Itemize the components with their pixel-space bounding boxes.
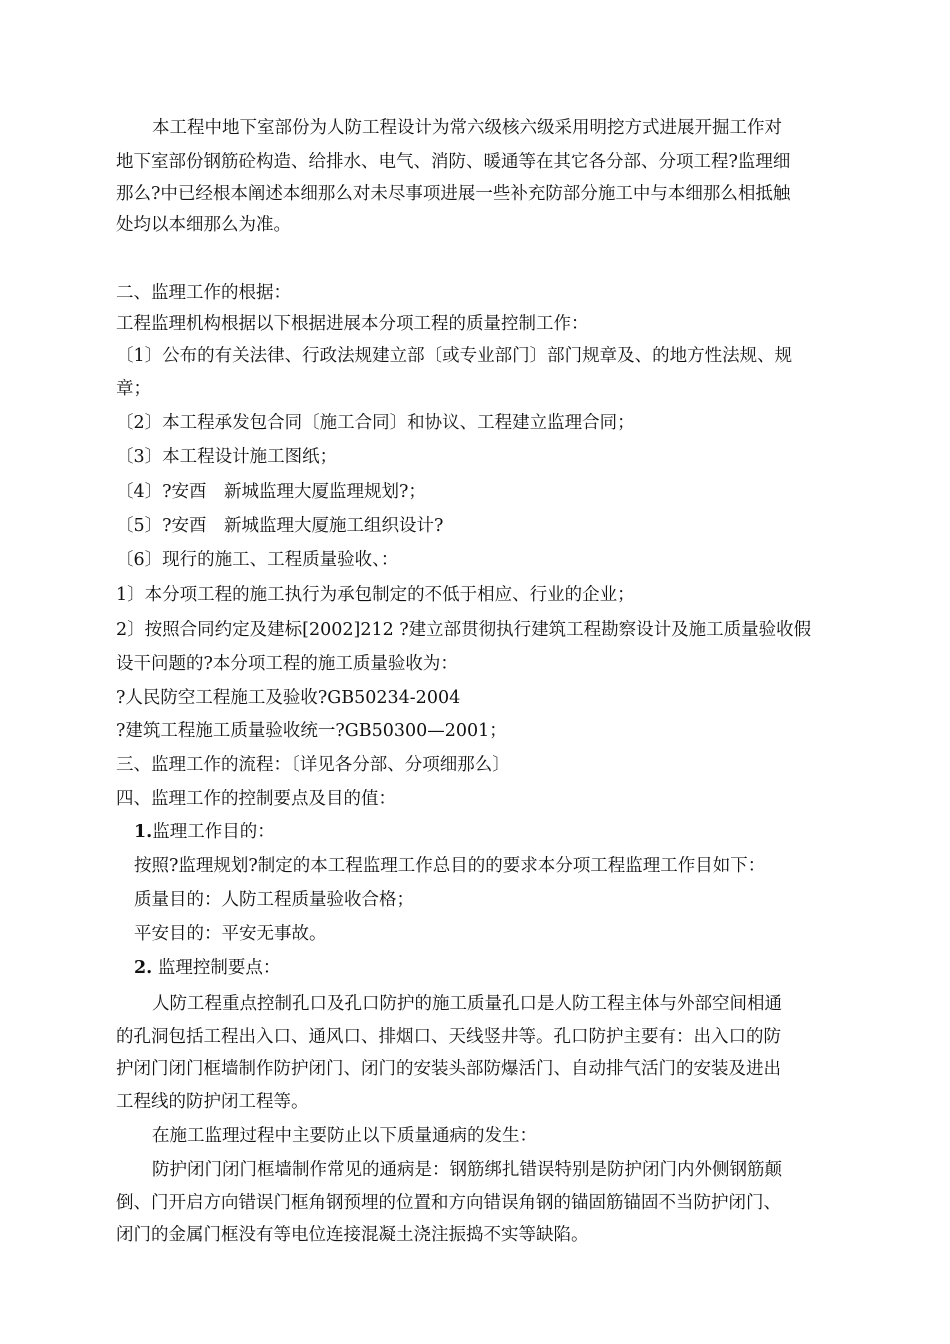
subsection-4-1-title: 监理工作目的：	[152, 822, 275, 842]
control-paragraph-line-3: 护闭门闭门框墙制作防护闭门、闭门的安装头部防爆活门、自动排气活门的安装及进出	[116, 1059, 781, 1079]
control-paragraph-line-1: 人防工程重点控制孔口及孔口防护的施工质量孔口是人防工程主体与外部空间相通	[152, 994, 782, 1014]
section-3-heading: 三、监理工作的流程：〔详见各分部、分项细那么〕	[116, 755, 510, 775]
basis-item-1-line-1: 〔1〕公布的有关法律、行政法规建立部〔或专业部门〕部门规章及、的地方性法规、规	[116, 346, 793, 366]
basis-item-1-line-2: 章；	[116, 379, 151, 399]
defects-paragraph-line-1: 防护闭门闭门框墙制作常见的通病是：钢筋绑扎错误特别是防护闭门内外侧钢筋颠	[152, 1160, 782, 1180]
defects-intro: 在施工监理过程中主要防止以下质量通病的发生：	[152, 1126, 537, 1146]
safety-objective: 平安目的：平安无事故。	[134, 924, 327, 944]
objective-intro: 按照?监理规划?制定的本工程监理工作总目的的要求本分项工程监理工作目如下：	[134, 856, 766, 876]
basis-item-2: 〔2〕本工程承发包合同〔施工合同〕和协议、工程建立监理合同；	[116, 413, 635, 433]
subsection-4-1-number: 1.	[134, 822, 153, 842]
subsection-4-1-heading	[134, 820, 275, 844]
basis-item-4: 〔4〕?安酉 新城监理大厦监理规划?；	[116, 482, 426, 502]
basis-sub-item-2-line-1: 2〕按照合同约定及建标[2002]212 ?建立部贯彻执行建筑工程勘察设计及施工质量验收假	[116, 620, 812, 640]
basis-sub-item-2-line-2: 设干问题的?本分项工程的施工质量验收为：	[116, 654, 458, 674]
standard-gb50234: ?人民防空工程施工及验收?GB50234-2004	[116, 688, 461, 708]
quality-objective: 质量目的：人防工程质量验收合格；	[134, 890, 414, 910]
defects-paragraph-line-3: 闭门的金属门框没有等电位连接混凝土浇注振捣不实等缺陷。	[116, 1225, 589, 1245]
section-4-heading: 四、监理工作的控制要点及目的值：	[116, 789, 396, 809]
basis-item-3: 〔3〕本工程设计施工图纸；	[116, 447, 338, 467]
defects-paragraph-line-2: 倒、门开启方向错误门框角钢预埋的位置和方向错误角钢的锚固筋锚固不当防护闭门、	[116, 1193, 781, 1213]
basis-sub-item-1: 1〕本分项工程的施工执行为承包制定的不低于相应、行业的企业；	[116, 585, 635, 605]
basis-item-6: 〔6〕现行的施工、工程质量验收、：	[116, 550, 399, 570]
intro-paragraph-line-4: 处均以本细那么为准。	[116, 215, 291, 235]
standard-gb50300: ?建筑工程施工质量验收统一?GB50300—2001；	[116, 721, 507, 741]
control-paragraph-line-2: 的孔洞包括工程出入口、通风口、排烟口、天线竖井等。孔口防护主要有：出入口的防	[116, 1027, 781, 1047]
section-2-heading: 二、监理工作的根据：	[116, 283, 291, 303]
section-2-intro: 工程监理机构根据以下根据进展本分项工程的质量控制工作：	[116, 314, 589, 334]
control-paragraph-line-4: 工程线的防护闭工程等。	[116, 1092, 309, 1112]
intro-paragraph-line-3: 那么?中已经根本阐述本细那么对未尽事项进展一些补充防部分施工中与本细那么相抵触	[116, 184, 791, 204]
subsection-4-2-title: 监理控制要点：	[152, 958, 281, 978]
subsection-4-2-heading	[134, 956, 280, 980]
intro-paragraph-line-2: 地下室部份钢筋砼构造、给排水、电气、消防、暖通等在其它各分部、分项工程?监理细	[116, 152, 791, 172]
subsection-4-2-number: 2.	[134, 958, 153, 978]
intro-paragraph-line-1: 本工程中地下室部份为人防工程设计为常六级核六级采用明挖方式进展开掘工作对	[152, 118, 782, 138]
basis-item-5: 〔5〕?安酉 新城监理大厦施工组织设计?	[116, 516, 444, 536]
